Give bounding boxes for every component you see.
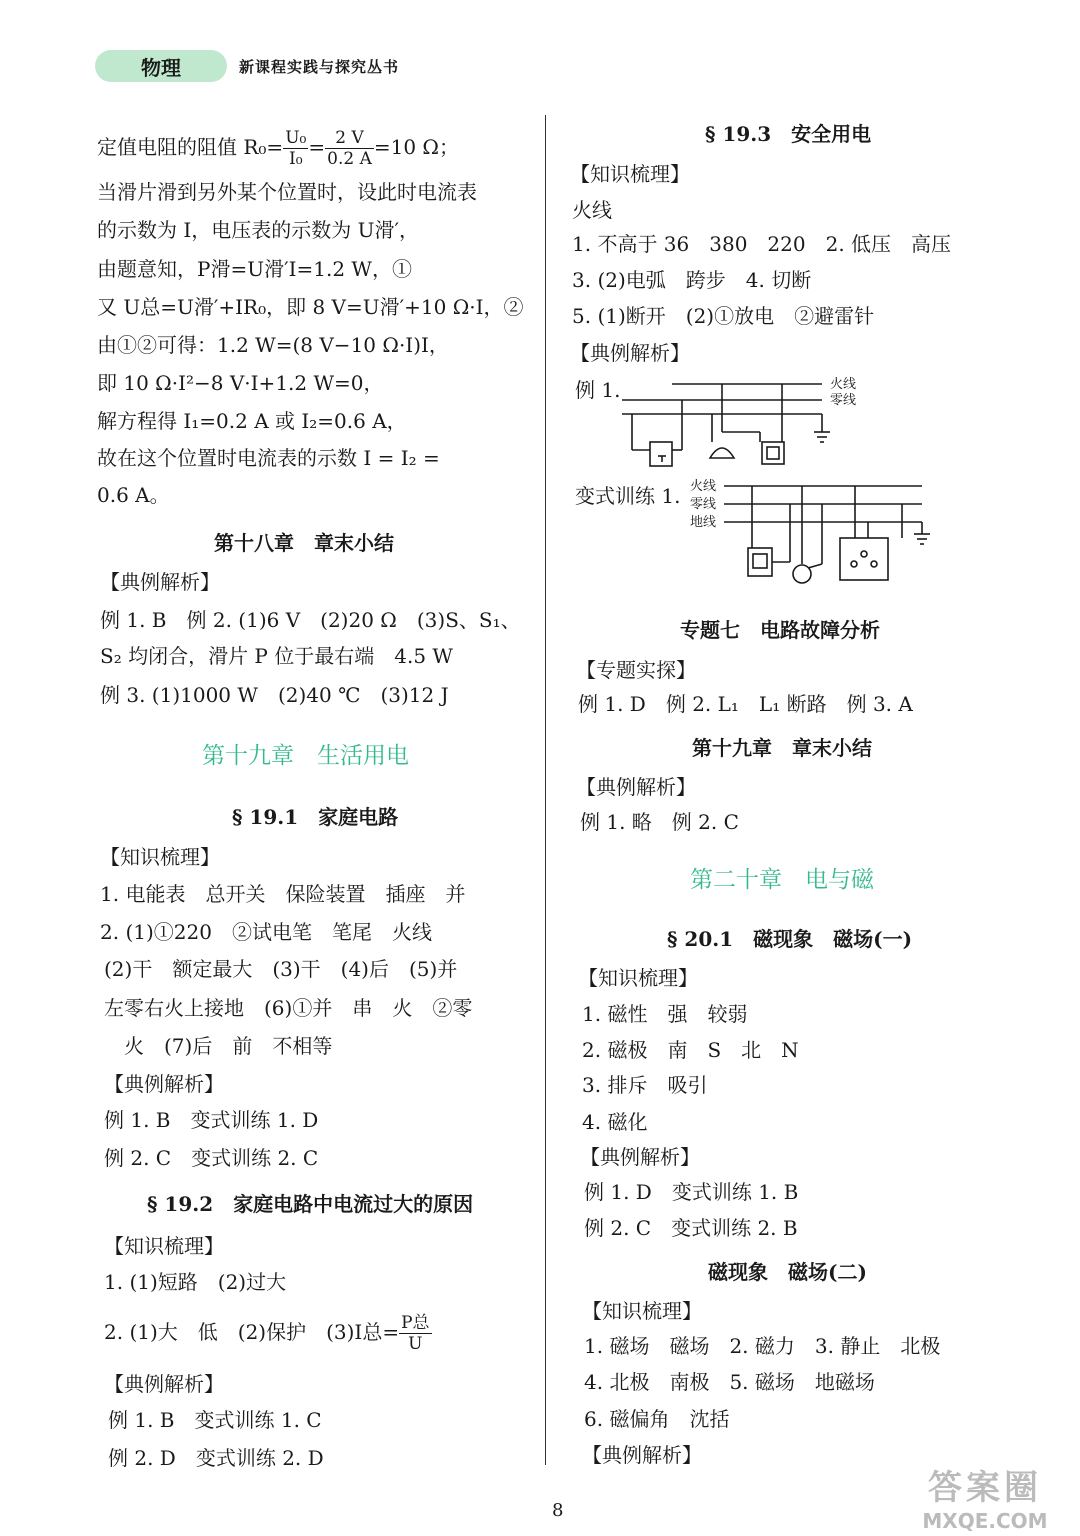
text-line: 由题意知，P滑=U滑′I=1.2 W，① [97,257,412,281]
text-line: 3. 排斥 吸引 [582,1073,708,1097]
text-line: 例 1. B 变式训练 1. D [104,1108,319,1132]
text-line: 火线 [572,198,612,222]
section-heading: 磁现象 磁场(二) [708,1260,867,1284]
text-line: 例 1. B 变式训练 1. C [108,1408,322,1432]
text-line: 例 1. D 例 2. L₁ L₁ 断路 例 3. A [578,692,913,716]
text-line: 【典例解析】 [104,1372,224,1396]
section-heading: 专题七 电路故障分析 [680,618,880,642]
text-line: 【知识梳理】 [100,845,220,869]
text-line: 4. 磁化 [582,1110,648,1134]
text-line: 例 1. D 变式训练 1. B [584,1180,799,1204]
text-line: 例 1. 略 例 2. C [580,810,739,834]
text-line: 【知识梳理】 [570,162,690,186]
section-heading: § 19.1 家庭电路 [232,805,399,829]
text-line: 1. (1)短路 (2)过大 [104,1270,287,1294]
circuit-diagram-1 [622,372,872,472]
text-line: 1. 磁场 磁场 2. 磁力 3. 静止 北极 [584,1334,941,1358]
text-line: 例 2. C 变式训练 2. B [584,1216,798,1240]
text-line: 【典例解析】 [576,775,696,799]
neutral-wire-label: 零线 [690,497,717,512]
text-line: S₂ 均闭合，滑片 P 位于最右端 4.5 W [100,644,453,668]
text-line: 例 2. C 变式训练 2. C [104,1146,319,1170]
formula-r0: 定值电阻的阻值 R₀= $\frac{\text{U₀}}{\text{I₀}}$ = $\frac{2 V}{0.2 A}$ =10 Ω； [97,128,459,169]
page-header [95,48,399,84]
example-label: 变式训练 1. [575,484,681,508]
neutral-wire-label: 零线 [830,393,857,408]
text-line: 1. 磁性 强 较弱 [582,1002,748,1026]
series-title: 新课程实践与探究丛书 [239,57,400,76]
text-line: 火 (7)后 前 不相等 [104,1034,333,1058]
text-line: 1. 不高于 36 380 220 2. 低压 高压 [572,232,952,256]
live-wire-label: 火线 [690,479,717,494]
text-line: 2. 磁极 南 S 北 N [582,1038,799,1062]
ground-wire-label: 地线 [690,515,717,530]
subject-badge: 物理 [95,50,227,82]
text-line: 6. 磁偏角 沈括 [584,1407,730,1431]
text-line: 0.6 A。 [97,483,170,507]
section-heading: § 19.2 家庭电路中电流过大的原因 [147,1192,474,1216]
text-line: 2. (1)①220 ②试电笔 笔尾 火线 [100,920,432,944]
text-line: 【知识梳理】 [578,966,698,990]
text-line: 左零右火上接地 (6)①并 串 火 ②零 [104,996,473,1020]
example-label: 例 1. [575,378,621,402]
page-number: 8 [552,1500,564,1521]
chapter-title: 第十九章 生活用电 [202,743,409,769]
text-line: 例 2. D 变式训练 2. D [108,1446,324,1470]
text-line: 4. 北极 南极 5. 磁场 地磁场 [584,1370,875,1394]
text-line: 即 10 Ω·I²−8 V·I+1.2 W=0， [97,371,384,395]
watermark-logo: 答案圈 MXQE.COM [922,1468,1048,1533]
section-heading: 第十八章 章末小结 [214,531,394,555]
live-wire-label: 火线 [830,377,857,392]
text-line: 3. (2)电弧 跨步 4. 切断 [572,268,812,292]
text-line: 1. 电能表 总开关 保险装置 插座 并 [100,882,466,906]
section-heading: 第十九章 章末小结 [692,736,872,760]
text-line: 【专题实探】 [576,658,696,682]
text-line: 又 U总=U滑′+IR₀，即 8 V=U滑′+10 Ω·I，② [97,295,524,319]
text-line: 例 1. B 例 2. (1)6 V (2)20 Ω (3)S、S₁、 [100,608,521,632]
text-line: 故在这个位置时电流表的示数 I = I₂ = [97,446,440,470]
text-line: 解方程得 I₁=0.2 A 或 I₂=0.6 A， [97,409,407,433]
text-line: 【典例解析】 [104,1072,224,1096]
text-line: 的示数为 I，电压表的示数为 U滑′， [97,218,420,242]
text-line: 当滑片滑到另外某个位置时，设此时电流表 [97,180,477,204]
text-line: 【典例解析】 [582,1443,702,1467]
text-line: 由①②可得：1.2 W=(8 V−10 Ω·I)I， [97,333,449,357]
text-line: 例 3. (1)1000 W (2)40 ℃ (3)12 J [100,683,449,707]
text-line: 【典例解析】 [100,570,220,594]
text-line: 5. (1)断开 (2)①放电 ②避雷针 [572,304,875,328]
formula-current: 2. (1)大 低 (2)保护 (3)I总= $\frac{\text{P总}}{U}$ [104,1313,430,1354]
section-heading: § 19.3 安全用电 [705,122,872,146]
text-line: 【典例解析】 [570,341,690,365]
text-line: 【典例解析】 [580,1145,700,1169]
text-line: 【知识梳理】 [104,1234,224,1258]
circuit-diagram-2 [690,478,950,588]
section-heading: § 20.1 磁现象 磁场(一) [667,927,913,951]
chapter-title: 第二十章 电与磁 [690,867,874,893]
text-line: (2)干 额定最大 (3)干 (4)后 (5)并 [104,957,458,981]
column-divider [545,115,546,1465]
text-line: 【知识梳理】 [582,1299,702,1323]
